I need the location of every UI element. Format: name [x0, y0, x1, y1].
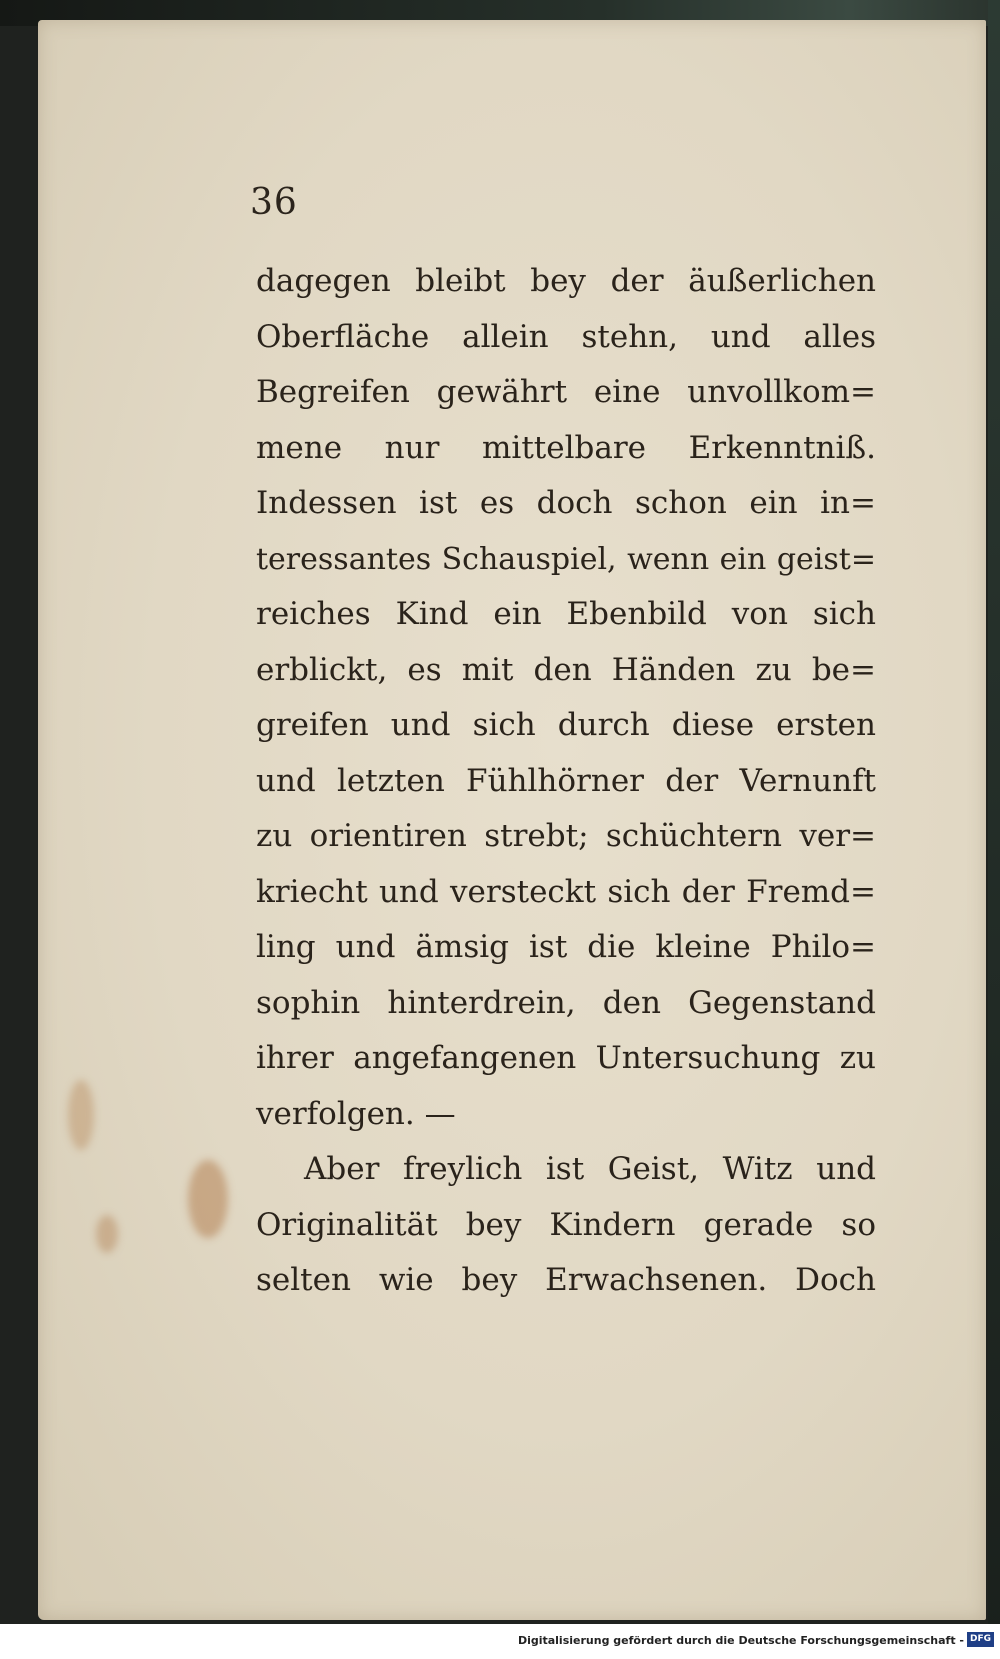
- digitization-footer: [0, 1624, 1000, 1659]
- body-text: [256, 254, 876, 1309]
- text-line: Begreifen gewährt eine unvollkom=: [256, 374, 876, 410]
- text-line: reiches Kind ein Ebenbild von sich: [256, 596, 876, 632]
- text-line: verfolgen. —: [256, 1095, 456, 1132]
- text-line: teressantes Schauspiel, wenn ein geist=: [256, 541, 876, 577]
- page-number: 36: [250, 182, 298, 223]
- paper-stain: [68, 1080, 94, 1150]
- text-line: kriecht und versteckt sich der Fremd=: [256, 873, 876, 910]
- text-line: sophin hinterdrein, den Gegenstand: [256, 984, 876, 1021]
- text-line: selten wie bey Erwachsenen. Doch: [256, 1262, 876, 1298]
- text-line: ling und ämsig ist die kleine Philo=: [256, 929, 876, 965]
- text-line: ihrer angefangenen Untersuchung zu: [256, 1040, 876, 1076]
- dfg-logo: DFG: [967, 1632, 994, 1647]
- book-binding: [988, 0, 1000, 1659]
- text-line: und letzten Fühlhörner der Vernunft: [256, 762, 876, 799]
- text-line: Oberfläche allein stehn, und alles: [256, 318, 876, 355]
- text-line: erblickt, es mit den Händen zu be=: [256, 651, 876, 688]
- text-line: Aber freylich ist Geist, Witz und: [304, 1151, 876, 1187]
- paper-stain: [188, 1160, 228, 1238]
- text-line: Indessen ist es doch schon ein in=: [256, 485, 876, 521]
- text-line: dagegen bleibt bey der äußerlichen: [256, 263, 876, 299]
- paper-stain: [96, 1215, 118, 1253]
- book-page: [38, 20, 986, 1620]
- text-line: mene nur mittelbare Erkenntniß.: [256, 429, 876, 466]
- text-line: Originalität bey Kindern gerade so: [256, 1206, 876, 1243]
- text-line: zu orientiren strebt; schüchtern ver=: [256, 818, 876, 854]
- funding-credit: Digitalisierung gefördert durch die Deutsche Forschungsgemeinschaft -: [517, 1634, 964, 1647]
- text-line: greifen und sich durch diese ersten: [256, 707, 876, 743]
